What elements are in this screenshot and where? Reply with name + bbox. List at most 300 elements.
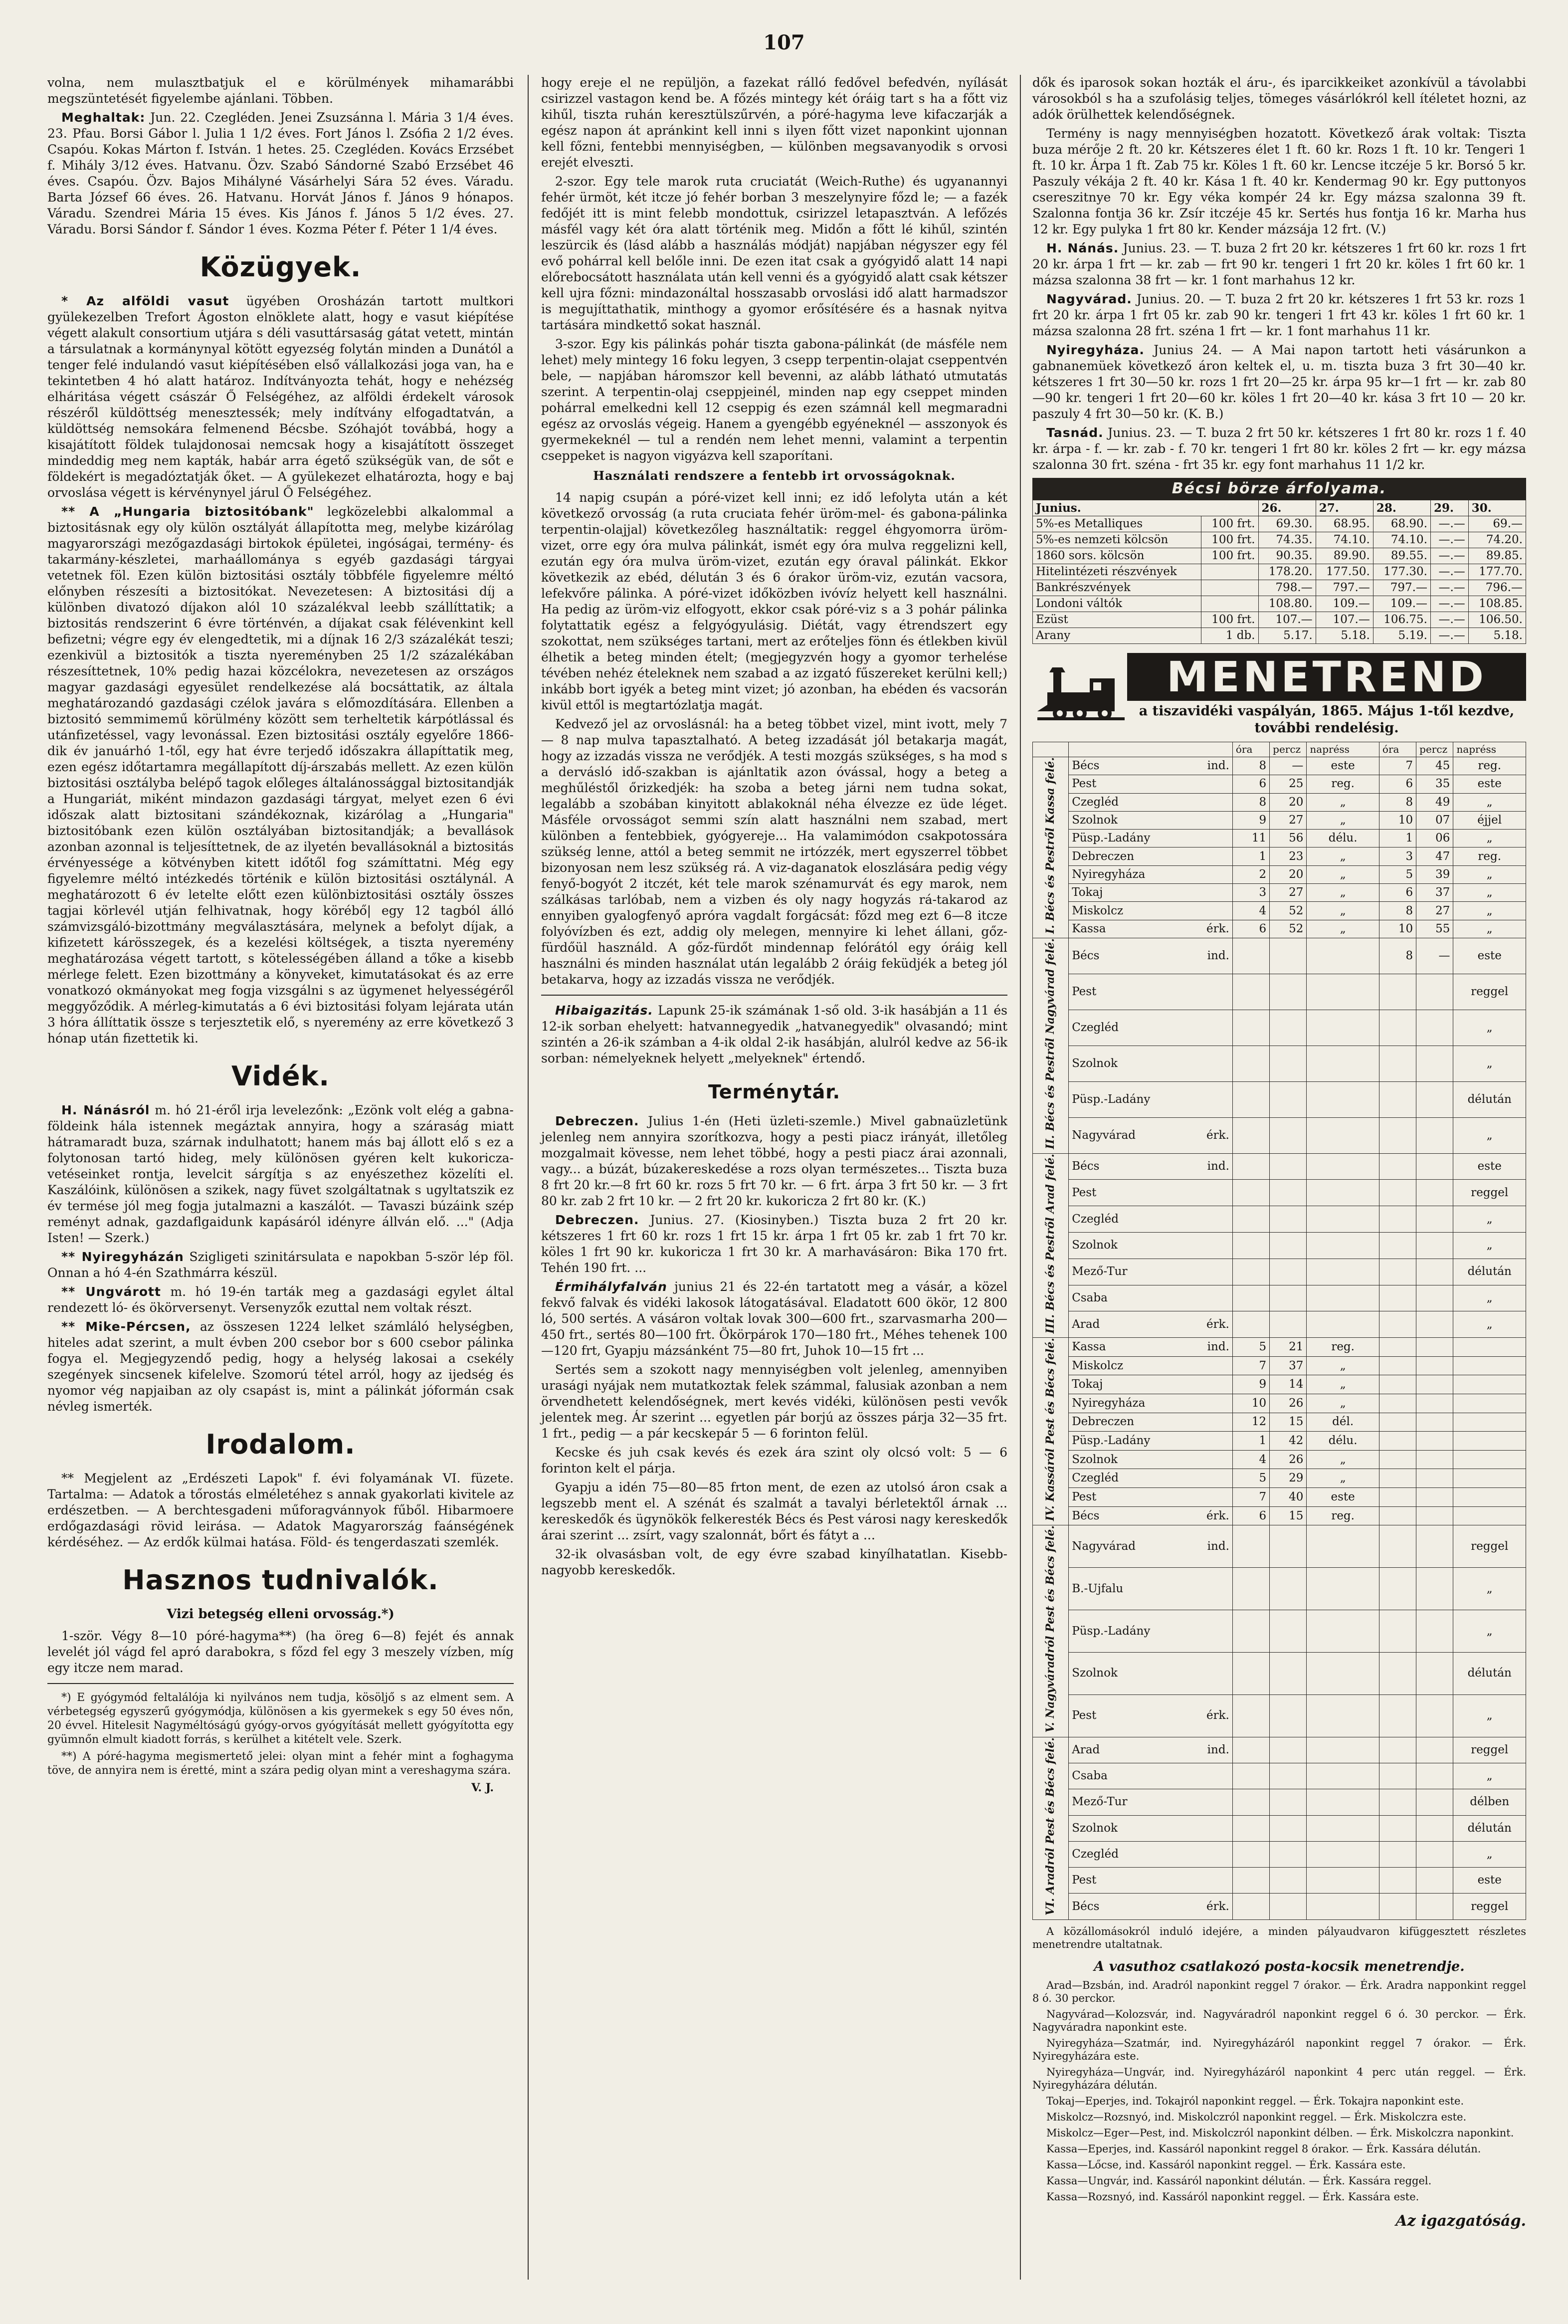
timetable-hour: [1232, 1153, 1269, 1180]
station-name: Czegléd: [1072, 795, 1119, 809]
bourse-day: 27.: [1316, 500, 1373, 516]
timetable-row: [1033, 1506, 1526, 1525]
bourse-price: 68.95.: [1316, 516, 1373, 532]
timetable-minute: 26: [1270, 1394, 1307, 1413]
station-tag: érk.: [1206, 922, 1229, 935]
timetable-hour: 8: [1232, 793, 1269, 811]
timetable-hour: [1379, 1046, 1416, 1081]
station-name: Szolnok: [1072, 1821, 1118, 1835]
timetable-corner: [1033, 742, 1069, 757]
timetable-hour: [1379, 1737, 1416, 1763]
timetable-minute: [1416, 1568, 1453, 1610]
timetable-section-label-text: IV. Kassáról Pest és Bécs felé.: [1044, 1338, 1057, 1521]
timetable-daypart: „: [1453, 793, 1526, 811]
timetable-section-label: [1033, 1737, 1069, 1919]
timetable-minute: 15: [1270, 1506, 1307, 1525]
timetable-row: [1033, 1311, 1526, 1338]
timetable-hour: [1379, 974, 1416, 1010]
timetable-hour: [1232, 1525, 1269, 1568]
bourse-nominal: 100 frt.: [1201, 548, 1258, 564]
timetable-hour: [1379, 1356, 1416, 1375]
timetable-row: [1033, 1206, 1526, 1233]
timetable-daypart: este: [1453, 1153, 1526, 1180]
timetable-minute: [1416, 1610, 1453, 1653]
usage-paragraph: 14 napig csupán a póré-vizet kell inni; ez idő lefolyta után a két következő orvosság (a ruta cruciata fehér üröm-mel- és gabona-pálinka terpentin-olajjal) következőleg használtatik: reggel éhgyomorra üröm-vizet, orre egy óra mulva pálinkát, ismét egy óra mulva reggelizni kell, ezután egy óra mulva üröm-vizet, ezután egy óraval pálinkát. Ekkor következik az ebéd, délután 3 és 6 órakor üröm-viz, ezután vacsora, lefekvőre pálinka. A póré-vizet időközben ivóvíz helyett kell használni. Ha pedig az üröm-viz elfogyott, ekkor csak póré-viz s a 3 pohár pálinka folytattatik egész a felgyógyulásig. Diétát, vagy étrendszert egy szokottat, nem szükséges tartani, mert az erőteljes fönn és étlekben kivül élhetik a beteg minden ételt; (megjegyzvén hogy a gyomor terhelése tévében nehéz ételeknek nem szabad a az izgató fűszereket kerülni kell;) inkább bort igyék a beteg mint vizet; jó azonban, ha ebéden és vacsorán kivül ettől is megtartózlatja magát.: [541, 490, 1007, 712]
timetable-minute: 23: [1270, 847, 1307, 865]
timetable-daypart: [1453, 1413, 1526, 1432]
timetable-daypart: [1453, 1375, 1526, 1394]
timetable-station: [1069, 1394, 1233, 1413]
timetable-hour: 1: [1379, 830, 1416, 847]
bourse-price: 107.—: [1258, 612, 1316, 628]
timetable-daypart: este: [1453, 938, 1526, 974]
errata-paragraph: Hibaigazitás. Lapunk 25-ik számának 1-ső old. 3-ik hasábján a 11 és 12-ik sorban ehelyett: hatvannegyedik „hatvanegyedik" olvasandó; mint szintén a 26-ik számban a 4-ik oldal 2-ik hasábján, alulról kedve az 56-ik sorban: némelyeknek helyett „melyeknek" értendő.: [541, 1003, 1007, 1065]
timetable-hour: 6: [1232, 920, 1269, 938]
locomotive-icon: [1032, 657, 1127, 732]
timetable-daypart: „: [1307, 865, 1379, 883]
timetable-daypart: délután: [1453, 1081, 1526, 1117]
timetable-daypart: „: [1453, 1763, 1526, 1789]
timetable-daypart: [1307, 1763, 1379, 1789]
timetable-hour: [1232, 1010, 1269, 1046]
timetable-minute: [1270, 974, 1307, 1010]
timetable-minute: 27: [1416, 902, 1453, 920]
timetable-hour: [1379, 1413, 1416, 1432]
timetable-station: [1069, 1868, 1233, 1894]
timetable-hour: [1232, 1894, 1269, 1919]
timetable-minute: [1270, 1815, 1307, 1841]
timetable-station: [1069, 1046, 1233, 1081]
column-divider: [528, 75, 529, 2280]
station-name: Püsp.-Ladány: [1072, 1434, 1151, 1448]
timetable-daypart: délután: [1453, 1652, 1526, 1694]
footnote-2: **) A póré-hagyma megismertető jelei: olyan mint a fehér mint a foghagyma töve, de annyira nem is éretté, mint a szára pedig olyan mint a vereshagyma szára.: [47, 1750, 514, 1777]
market-kecske: Kecske és juh csak kevés és ezek ára szint oly olcsó volt: 5 — 6 forinton kelt el párja.: [541, 1445, 1007, 1476]
bourse-price: 89.90.: [1316, 548, 1373, 564]
timetable-row: [1033, 1894, 1526, 1919]
station-name: Kassa: [1072, 1340, 1106, 1353]
timetable-station: [1069, 1763, 1233, 1789]
timetable-station: [1069, 884, 1233, 902]
bourse-nominal: [1201, 564, 1258, 580]
timetable-minute: 20: [1270, 793, 1307, 811]
station-name: Szolnok: [1072, 1667, 1118, 1680]
timetable-hour: 7: [1232, 1356, 1269, 1375]
timetable-daypart: délu.: [1307, 1432, 1379, 1451]
timetable-daypart: reg.: [1307, 1506, 1379, 1525]
article-mike-percs: ** Mike-Pércsen, az összesen 1224 lelket számláló helységben, hiteles adat szerint, a mult évben 200 csebor bor s 600 csebor pálinka fogya el. Megjegyzendő pedig, hogy a helység lakosai a csekély szegények sincsenek kifelelve. Szomorú tétel arról, hogy az ijedség és nyomor vég napjaiban az oly csapást is, mint a pálinkát jóformán csak névleg ismerték.: [47, 1319, 514, 1414]
bourse-nominal: 100 frt.: [1201, 612, 1258, 628]
timetable-minute: [1416, 1506, 1453, 1525]
station-tag: ind.: [1207, 1743, 1229, 1756]
timetable-section-label: [1033, 1338, 1069, 1525]
timetable-hour: 6: [1232, 775, 1269, 793]
column-2: [541, 75, 1007, 1581]
timetable-station: [1069, 1652, 1233, 1694]
timetable-hour: [1379, 1868, 1416, 1894]
timetable-hour: [1232, 1815, 1269, 1841]
timetable-minute: 21: [1270, 1338, 1307, 1357]
postal-coach-heading: A vasuthoz csatlakozó posta-kocsik menetrendje.: [1094, 1958, 1465, 1974]
timetable-row: [1033, 1841, 1526, 1867]
timetable-hour: 8: [1379, 902, 1416, 920]
column-3: [1032, 75, 1526, 2229]
timetable-row: [1033, 1763, 1526, 1789]
timetable-minute: [1416, 1841, 1453, 1867]
bourse-price: 74.10.: [1373, 532, 1430, 548]
bourse-row: [1033, 548, 1526, 564]
timetable-row: [1033, 938, 1526, 974]
timetable-hour: [1379, 1815, 1416, 1841]
bourse-row: [1033, 516, 1526, 532]
timetable-daypart: este: [1307, 757, 1379, 775]
timetable-row: [1033, 1356, 1526, 1375]
timetable-daypart: dél.: [1307, 1413, 1379, 1432]
timetable-daypart: „: [1307, 811, 1379, 829]
timetable-section-label-text: III. Bécs és Pestről Arad felé.: [1044, 1153, 1057, 1334]
timetable-hour: [1379, 1694, 1416, 1737]
timetable-hour: 10: [1232, 1394, 1269, 1413]
timetable-minute: 15: [1270, 1413, 1307, 1432]
timetable-daypart: [1307, 1117, 1379, 1153]
timetable-station: [1069, 1789, 1233, 1815]
market-continued: 32-ik olvasásban volt, de egy évre szabad kinyílhatatlan. Kisebb-nagyobb kereskedők.: [541, 1547, 1007, 1577]
timetable-minute: 07: [1416, 811, 1453, 829]
timetable-minute: 39: [1416, 865, 1453, 883]
timetable-minute: [1270, 1117, 1307, 1153]
timetable-row: [1033, 1259, 1526, 1285]
timetable-hour: [1379, 1432, 1416, 1451]
timetable-minute: [1416, 1206, 1453, 1233]
timetable-station-col: [1069, 742, 1233, 757]
timetable-daypart: „: [1453, 902, 1526, 920]
station-name: Pest: [1072, 1709, 1097, 1722]
station-name: Miskolcz: [1072, 1359, 1124, 1372]
timetable-hour: 11: [1232, 830, 1269, 847]
timetable-minute: 40: [1270, 1488, 1307, 1507]
timetable-hour: 5: [1232, 1338, 1269, 1357]
timetable-hour: 10: [1379, 920, 1416, 938]
bourse-row: [1033, 628, 1526, 644]
station-name: Tokaj: [1072, 886, 1103, 899]
timetable-section-label: [1033, 757, 1069, 938]
timetable-station: [1069, 1694, 1233, 1737]
timetable-hour: 6: [1232, 1506, 1269, 1525]
timetable-title: MENETREND: [1127, 653, 1526, 701]
timetable-hour: [1232, 974, 1269, 1010]
timetable-minute: 49: [1416, 793, 1453, 811]
timetable-row: [1033, 1010, 1526, 1046]
timetable-minute: [1416, 1285, 1453, 1311]
timetable-minute: [1416, 1488, 1453, 1507]
section-heading-irodalom: Irodalom.: [205, 1429, 356, 1460]
timetable-hour: [1379, 1525, 1416, 1568]
timetable-minute: 14: [1270, 1375, 1307, 1394]
station-tag: ind.: [1207, 949, 1229, 962]
bourse-price: 106.50.: [1468, 612, 1526, 628]
bourse-security-name: Ezüst: [1033, 612, 1201, 628]
station-name: Bécs: [1072, 1509, 1100, 1522]
market-gyapju: Gyapju a idén 75—80—85 frton ment, de ezen az utolsó áron csak a legszebb ment el. A szénát és szalmát a tavalyi bérletektől árnak ... kereskedők és ügynökök felkeresték Bécs és Pest városi nagy kereskedők árai szerint ... zsírt, vagy szalonnát, bőrt és fátyt a ...: [541, 1480, 1007, 1542]
timetable-hour: [1379, 1153, 1416, 1180]
station-tag: érk.: [1206, 1317, 1229, 1331]
timetable-station: [1069, 1413, 1233, 1432]
station-name: Czegléd: [1072, 1848, 1119, 1861]
timetable-hour: [1379, 1206, 1416, 1233]
station-name: Pest: [1072, 1186, 1097, 1199]
bourse-nominal: 100 frt.: [1201, 516, 1258, 532]
timetable-hour: [1232, 1694, 1269, 1737]
timetable-station: [1069, 1180, 1233, 1206]
timetable-station: [1069, 920, 1233, 938]
timetable-daypart: [1307, 1153, 1379, 1180]
timetable-minute: 37: [1416, 884, 1453, 902]
timetable-daypart: „: [1453, 865, 1526, 883]
market-sertes: Sertés sem a szokott nagy mennyiségben volt jelenleg, amennyiben urasági nyájak nem mutatkoztak felek számmal, falusiak azonban a nem örvendhetett kelendőségnek, mert kevés vidéki, különösen pesti vevők jelentek meg. Ár szerint ... egyetlen pár borjú az összes párja 32—35 frt. 1 frt., pedig — a pár kecskepár 5 — 6 forinton felül.: [541, 1362, 1007, 1441]
timetable-minute: 27: [1270, 884, 1307, 902]
bourse-price: 69.30.: [1258, 516, 1316, 532]
timetable-hour: [1232, 1259, 1269, 1285]
timetable-daypart: délu.: [1307, 830, 1379, 847]
timetable-minute: [1270, 1841, 1307, 1867]
station-name: Püsp.-Ladány: [1072, 1092, 1151, 1106]
timetable-section-label: [1033, 1525, 1069, 1737]
timetable-station: [1069, 1506, 1233, 1525]
timetable-hour: 2: [1232, 865, 1269, 883]
postal-coach-line: Tokaj—Eperjes, ind. Tokajról naponkint reggel. — Érk. Tokajra naponkint este.: [1046, 2095, 1464, 2107]
bourse-price: —.—: [1431, 628, 1469, 644]
timetable-station: [1069, 847, 1233, 865]
bourse-price: 107.—: [1316, 612, 1373, 628]
station-name: Szolnok: [1072, 1453, 1118, 1466]
timetable-daypart: „: [1307, 793, 1379, 811]
timetable-minute: [1416, 1432, 1453, 1451]
timetable-row: [1033, 1789, 1526, 1815]
timetable-row: [1033, 865, 1526, 883]
timetable-hour: [1232, 1046, 1269, 1081]
timetable-hour: [1379, 1285, 1416, 1311]
bourse-price: 89.85.: [1468, 548, 1526, 564]
timetable-daypart: „: [1453, 1568, 1526, 1610]
timetable-daypart: [1307, 1233, 1379, 1259]
station-tag: érk.: [1206, 1900, 1229, 1913]
timetable-hour: [1379, 1841, 1416, 1867]
timetable-daypart: [1307, 1737, 1379, 1763]
timetable-hour: [1232, 1868, 1269, 1894]
timetable-minute: 37: [1270, 1356, 1307, 1375]
timetable-minute: [1416, 1450, 1453, 1469]
bourse-price: 109.—: [1316, 596, 1373, 612]
bourse-price: 68.90.: [1373, 516, 1430, 532]
timetable-minute: [1416, 1763, 1453, 1789]
bourse-price: 106.75.: [1373, 612, 1430, 628]
timetable-daypart: [1307, 1610, 1379, 1653]
timetable-minute: [1416, 1413, 1453, 1432]
timetable-daypart: „: [1307, 1375, 1379, 1394]
timetable-daypart: reggel: [1453, 1894, 1526, 1919]
timetable-hour: [1379, 1311, 1416, 1338]
market-text-top: dők és iparosok sokan hozták el áru-, és iparcikkeiket azonkívül a távolabbi városokból s ha a szufolásig teljes, tömeges vásárlókról kell ítéletet hozni, az adók örülhettek kelendőségnek.: [1032, 75, 1526, 122]
timetable-row: [1033, 1285, 1526, 1311]
recipe-paragraph-1: 1-ször. Végy 8—10 póré-hagyma**) (ha öreg 6—8) fejét és annak levelét jól vágd fel apró darabokra, s főzd fel egy 3 meszely vízben, míg egy itcze nem marad.: [47, 1629, 514, 1675]
timetable-hour: [1232, 1789, 1269, 1815]
timetable-daypart: reg.: [1307, 775, 1379, 793]
bourse-nominal: [1201, 580, 1258, 596]
timetable-daypart: reg.: [1307, 1338, 1379, 1357]
timetable-station: [1069, 757, 1233, 775]
timetable-station: [1069, 1525, 1233, 1568]
timetable-daypart: [1307, 1841, 1379, 1867]
timetable-hour: [1379, 1763, 1416, 1789]
timetable-daypart: reggel: [1453, 1180, 1526, 1206]
timetable-station: [1069, 793, 1233, 811]
timetable: [1032, 742, 1526, 1920]
timetable-daypart: reggel: [1453, 1737, 1526, 1763]
timetable-daypart: „: [1453, 920, 1526, 938]
timetable-row: [1033, 1180, 1526, 1206]
bourse-price: —.—: [1431, 548, 1469, 564]
bourse-security-name: 5%-es Metalliques: [1033, 516, 1201, 532]
bourse-price: 177.50.: [1316, 564, 1373, 580]
bourse-price: 797.—: [1373, 580, 1430, 596]
timetable-hour: 8: [1232, 757, 1269, 775]
timetable-minute: [1416, 1375, 1453, 1394]
subheading-vizi-betegseg: Vizi betegség elleni orvosság.*): [167, 1607, 394, 1622]
timetable-row: [1033, 1394, 1526, 1413]
timetable-station: [1069, 1610, 1233, 1653]
timetable-hour: [1232, 1652, 1269, 1694]
timetable-col-napresz: napréss: [1453, 742, 1526, 757]
timetable-row: [1033, 1432, 1526, 1451]
timetable-daypart: „: [1453, 1233, 1526, 1259]
station-name: Czegléd: [1072, 1212, 1119, 1226]
timetable-row: [1033, 974, 1526, 1010]
bourse-price: —.—: [1431, 580, 1469, 596]
timetable-hour: 6: [1379, 884, 1416, 902]
timetable-minute: [1416, 1117, 1453, 1153]
timetable-minute: 42: [1270, 1432, 1307, 1451]
timetable-section-label-text: V. Nagyváradról Pest és Bécs felé.: [1044, 1525, 1057, 1733]
article-nanasrol: H. Nánásról m. hó 21-éről irja levelezőnk: „Ezönk volt elég a gabna-földeink hála istennek megáztak annyira, hogy a száraság miatt hátramaradt buza, szárnak indulhatott; hanem más baj állott elő s ez a folytonosan tartó hideg, mely különösen gyéren kelt kukoricza-vetéseinket rontja, levelcit sárgítja s az enyészethez közelíti el. Kaszálóink, különösen a szikek, nagy füvet szolgáltatnak s ugyltatszik ez év termése jól meg fogja jutalmazni a kaszálót. — Tavaszi búzáink szép reményt adnak, gazdaflgaidunk kapásáról idényre állván elő. ..." (Adja Isten! — Szerk.): [47, 1103, 514, 1245]
station-name: Mező-Tur: [1072, 1795, 1128, 1809]
timetable-row: [1033, 1233, 1526, 1259]
timetable-hour: [1379, 1117, 1416, 1153]
page-number: 107: [763, 31, 805, 54]
timetable-hour: [1379, 1610, 1416, 1653]
timetable-hour: [1232, 1081, 1269, 1117]
timetable-minute: 52: [1270, 920, 1307, 938]
station-tag: érk.: [1206, 1509, 1229, 1522]
deaths-notice: Meghaltak: Jun. 22. Czegléden. Jenei Zsuzsánna l. Mária 3 1/4 éves. 23. Pfau. Borsi Gábor l. Julia 1 1/2 éves. Fort János l. Zsófia 2 1/2 éves. Csapóu. Kokas Márton f. István. 1 hetes. 25. Czegléden. Kovács Erzsébet f. Mihály 3/12 éves. Hatvanu. Özv. Szabó Sándorné Szabó Erzsébet 46 éves. Csapóu. Özv. Bajos Mihályné Vásárhelyi Sára 52 éves. Váradu. Barta József 66 éves. 26. Hatvanu. Horvát János f. János 9 hónapos. Váradu. Szendrei Mária 15 éves. Kis János f. János 5 1/2 éves. 27. Váradu. Borsi Sándor f. Sándor 1 éves. Kozma Péter f. Péter 1 1/4 éves.: [47, 110, 514, 236]
timetable-minute: [1270, 1868, 1307, 1894]
timetable-station: [1069, 1311, 1233, 1338]
station-tag: ind.: [1207, 1340, 1229, 1353]
timetable-minute: [1416, 1525, 1453, 1568]
timetable-station: [1069, 1233, 1233, 1259]
timetable-daypart: „: [1453, 1010, 1526, 1046]
timetable-row: [1033, 757, 1526, 775]
timetable-hour: 9: [1232, 1375, 1269, 1394]
timetable-minute: [1416, 1081, 1453, 1117]
timetable-hour: [1232, 1117, 1269, 1153]
timetable-minute: [1416, 974, 1453, 1010]
timetable-hour: [1379, 1259, 1416, 1285]
timetable-hour: [1379, 1789, 1416, 1815]
timetable-minute: [1270, 1525, 1307, 1568]
timetable-row: [1033, 1694, 1526, 1737]
timetable-hour: [1232, 938, 1269, 974]
bourse-price: 108.85.: [1468, 596, 1526, 612]
timetable-daypart: délben: [1453, 1789, 1526, 1815]
timetable-hour: 7: [1379, 757, 1416, 775]
postal-coach-line: Kassa—Eperjes, ind. Kassáról naponkint reggel 8 órakor. — Érk. Kassára délután.: [1046, 2142, 1481, 2155]
timetable-row: [1033, 793, 1526, 811]
timetable-daypart: „: [1307, 884, 1379, 902]
footnote-1: *) E gyógymód feltalálója ki nyilvános nem tudja, kösöljő s az elment sem. A vérbetegség egyszerű gyógymódja, különösen a kis gyermekek s egy 50 éves nőn, 20 évvel. Hitelesit Nagyméltóságú gyógy-orvos gyógyítását mellett gyógyította egy gyümnőn elmult kiadott forrás, s kerülhet a kitételt vele. Szerk.: [47, 1691, 514, 1746]
station-name: Debreczen: [1072, 1415, 1135, 1429]
station-name: Pest: [1072, 777, 1097, 791]
timetable-minute: [1416, 1338, 1453, 1357]
timetable-hour: [1379, 1488, 1416, 1507]
timetable-hour: [1379, 1233, 1416, 1259]
timetable-hour: [1232, 1206, 1269, 1233]
timetable-minute: 06: [1416, 830, 1453, 847]
timetable-row: [1033, 1652, 1526, 1694]
timetable-header: [1032, 653, 1526, 737]
bourse-month: Junius.: [1033, 500, 1259, 516]
timetable-hour: [1379, 1338, 1416, 1357]
timetable-daypart: „: [1307, 920, 1379, 938]
timetable-hour: [1232, 1311, 1269, 1338]
timetable-daypart: [1307, 1259, 1379, 1285]
station-name: Nagyvárad: [1072, 1539, 1136, 1553]
section-heading-videk: Vidék.: [231, 1060, 330, 1092]
signs-paragraph: Kedvező jel az orvoslásnál: ha a beteg többet vizel, mint ivott, mely 7 — 8 nap mulva tapasztalható. A beteg izzadását jól betakarja magát, hogy az izzadás vissza ne verődjék. A testi mozgás szükséges, s ha mod s a dervásló idő-szakban is ajánltatik azon óvással, hogy a beteg a meghűléstől őrizkedjék: ha szoba a beteg járni nem tudna sokat, legalább a szobában kinyitott ablakoknál néha élvezze ez üde léget. Másféle orvosságot semmi szín alatt használni nem szabad, mert különben a fentebbiek, gyógyereje... Ha valamimódon csakpotossára szükség lenne, attól a beteg semmit ne irtózzék, mert egyszerrel többet bizonyosan nem lesz szükség rá. A viz-daganatok eloszlására pedig végy fenyő-bogyót 2 itczét, két tele marok szénamurvát és egy marok, nem szálkásas tarlóbab, nem a vizben és oly nagy hogyzás rá-takarod az ennyiben gyalogfenyő apróra vagdalt forgácsát: főzd meg ezt 6—8 itcze folyóvízben és ezt, addig oly melegen, mennyire ki lehet állani, gőz-fürdőül használd. A gőz-fürdőt mindennap felórától egy óráig kell használni és minden használat után legalább 2 óráig feküdjék a beteg jól betakarva, hogy az izzadás vissza ne verődjék.: [541, 717, 1007, 987]
bourse-day: 29.: [1431, 500, 1469, 516]
timetable-daypart: [1307, 1694, 1379, 1737]
timetable-daypart: reg.: [1453, 757, 1526, 775]
timetable-hour: [1379, 1010, 1416, 1046]
timetable-minute: 27: [1270, 811, 1307, 829]
timetable-daypart: este: [1307, 1488, 1379, 1507]
station-name: Szolnok: [1072, 1239, 1118, 1252]
timetable-col-napresz: napréss: [1307, 742, 1379, 757]
timetable-station: [1069, 1894, 1233, 1919]
timetable-daypart: „: [1453, 1117, 1526, 1153]
timetable-station: [1069, 974, 1233, 1010]
timetable-hour: 1: [1232, 1432, 1269, 1451]
bourse-price: 74.35.: [1258, 532, 1316, 548]
bourse-security-name: 5%-es nemzeti kölcsön: [1033, 532, 1201, 548]
timetable-daypart: [1453, 1469, 1526, 1488]
station-name: Czegléd: [1072, 1472, 1119, 1485]
timetable-minute: [1416, 1815, 1453, 1841]
timetable-station: [1069, 1259, 1233, 1285]
timetable-section-label-text: II. Bécs és Pestről Nagyvárad felé.: [1044, 938, 1057, 1149]
timetable-daypart: „: [1453, 1285, 1526, 1311]
timetable-subtitle: a tiszavidéki vaspályán, 1865. Május 1-től kezdve, további rendelésig.: [1139, 703, 1515, 736]
timetable-daypart: „: [1453, 1841, 1526, 1867]
timetable-row: [1033, 1375, 1526, 1394]
timetable-hour: [1379, 1180, 1416, 1206]
timetable-section-label-text: VI. Aradról Pest és Bécs felé.: [1044, 1737, 1057, 1915]
recipe-continued: hogy ereje el ne repüljön, a fazekat rálló fedővel befedvén, nyílását csirizzel vastagon kend be. A főzés mintegy két óráig tart s ha a főtt viz kihűl, tiszta ruhán keresztülszűrvén, a póré-hagyma leve kifaczarják a egész napon át apránkint kell inni s ilyen főtt vizet naponkint ujonnan kell főzni, fentebbi mennyiségben, — különben megsavanyodik s orvosi erejét elveszti.: [541, 75, 1007, 170]
timetable-minute: [1270, 1180, 1307, 1206]
timetable-hour: 8: [1379, 793, 1416, 811]
timetable-station: [1069, 830, 1233, 847]
timetable-minute: [1416, 1469, 1453, 1488]
bourse-day: 30.: [1468, 500, 1526, 516]
